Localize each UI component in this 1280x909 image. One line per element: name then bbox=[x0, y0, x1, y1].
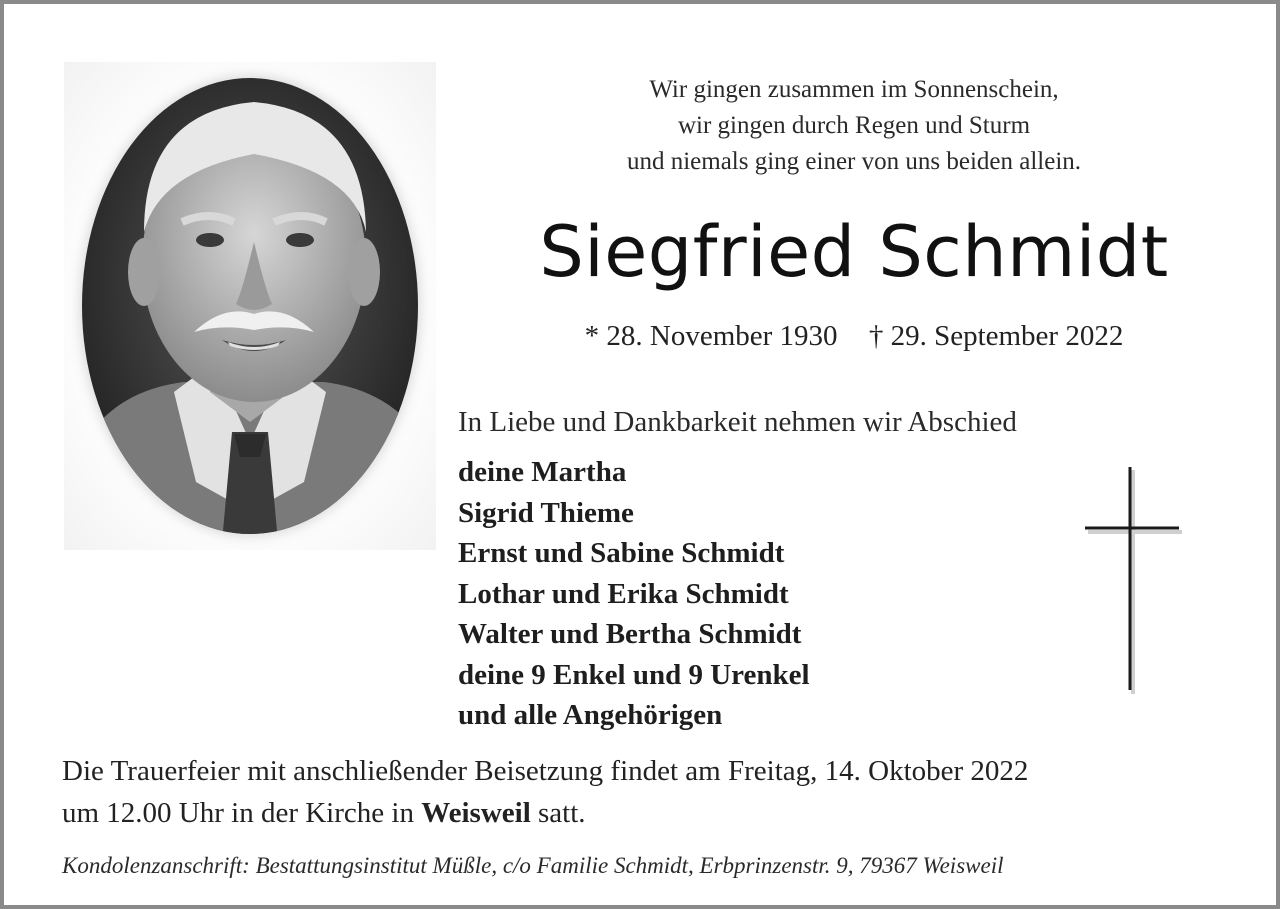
service-suffix: satt. bbox=[530, 797, 586, 829]
mourners-list bbox=[458, 452, 810, 736]
mourner-item: Walter und Bertha Schmidt bbox=[458, 618, 802, 650]
mourner-item: deine Martha bbox=[458, 456, 627, 488]
farewell-text: In Liebe und Dankbarkeit nehmen wir Abschied bbox=[458, 406, 1017, 438]
mourner-item: Ernst und Sabine Schmidt bbox=[458, 537, 785, 569]
death-date: † 29. September 2022 bbox=[868, 320, 1124, 352]
mourner-item: Sigrid Thieme bbox=[458, 496, 634, 529]
mourner-item: Lothar und Erika Schmidt bbox=[458, 577, 789, 610]
service-line-2 bbox=[62, 792, 1242, 834]
poem-line: Wir gingen zusammen im Sonnenschein, bbox=[649, 76, 1059, 103]
mourner-item: deine 9 Enkel und 9 Urenkel bbox=[458, 658, 810, 691]
poem-line: wir gingen durch Regen und Sturm bbox=[677, 112, 1031, 139]
portrait-image bbox=[64, 62, 436, 550]
service-info bbox=[62, 750, 1242, 834]
birth-date: * 28. November 1930 bbox=[584, 320, 838, 352]
deceased-name: Siegfried Schmidt bbox=[539, 211, 1169, 293]
mourner-item: und alle Angehörigen bbox=[458, 699, 723, 731]
cross-icon bbox=[1080, 462, 1190, 702]
portrait-photo bbox=[64, 62, 436, 550]
poem-line: und niemals ging einer von uns beiden allein. bbox=[626, 148, 1082, 175]
poem bbox=[504, 72, 1204, 180]
service-place: Weisweil bbox=[421, 797, 531, 829]
service-time-text: um 12.00 Uhr in der Kirche in bbox=[62, 797, 422, 829]
life-dates bbox=[504, 316, 1204, 356]
condolence-address: Kondolenzanschrift: Bestattungsinstitut Müßle, c/o Familie Schmidt, Erbprinzenstr. 9, 79367 Weisweil bbox=[62, 853, 1004, 878]
service-line-1: Die Trauerfeier mit anschließender Beisetzung findet am Freitag, 14. Oktober 2022 bbox=[62, 755, 1029, 787]
